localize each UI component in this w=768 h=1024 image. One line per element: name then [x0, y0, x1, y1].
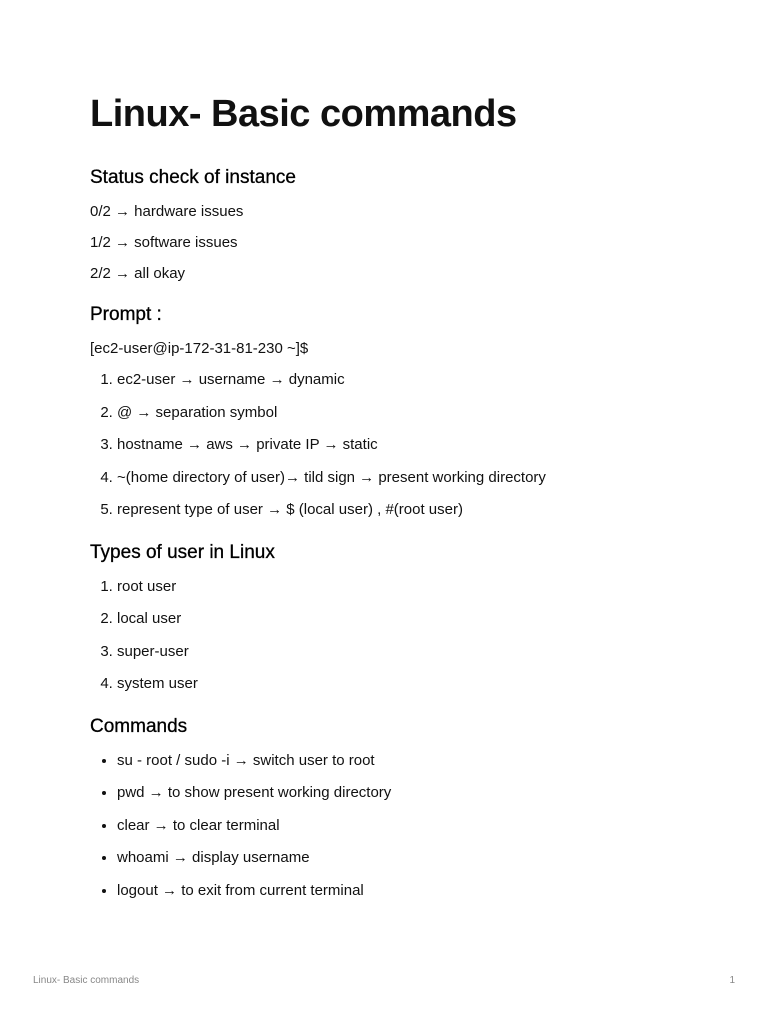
status-check-heading: Status check of instance	[90, 167, 296, 188]
list-item: • logout → to exit from current terminal	[117, 875, 710, 908]
list-item: • pwd → to show present working directory	[117, 777, 710, 810]
status-line: 2/2 → all okay	[90, 265, 186, 282]
prompt-section	[90, 303, 710, 527]
prompt-heading: Prompt :	[90, 304, 162, 325]
status-check-section	[90, 166, 710, 289]
list-item: 4. ~(home directory of user)→ tild sign → present working directory	[117, 462, 710, 495]
list-item: • clear → to clear terminal	[117, 810, 710, 843]
status-line: 0/2 → hardware issues	[90, 203, 244, 220]
list-item: 2. @ → separation symbol	[117, 397, 710, 430]
list-item: • su - root / sudo -i → switch user to root	[117, 745, 710, 778]
prompt-example: [ec2-user@ip-172-31-81-230 ~]$	[90, 340, 309, 357]
list-item: 5. represent type of user → $ (local user) , #(root user)	[117, 494, 710, 527]
list-item: • whoami → display username	[117, 842, 710, 875]
status-line: 1/2 → software issues	[90, 234, 238, 251]
list-item: 3. super-user	[117, 636, 710, 669]
user-types-section	[90, 541, 710, 701]
page-number: 1	[729, 975, 735, 986]
list-item: 1. ec2-user → username → dynamic	[117, 364, 710, 397]
user-types-list	[90, 571, 710, 701]
commands-heading: Commands	[90, 715, 188, 737]
commands-list	[90, 745, 710, 908]
commands-section	[90, 715, 710, 908]
list-item: 3. hostname → aws → private IP → static	[117, 429, 710, 462]
user-types-heading: Types of user in Linux	[90, 541, 275, 563]
prompt-list	[90, 364, 710, 527]
list-item: 1. root user	[117, 571, 710, 604]
list-item: 2. local user	[117, 603, 710, 636]
footer-title: Linux- Basic commands	[33, 975, 140, 986]
document-page	[90, 90, 710, 921]
page-title: Linux- Basic commands	[90, 93, 517, 135]
list-item: 4. system user	[117, 668, 710, 701]
